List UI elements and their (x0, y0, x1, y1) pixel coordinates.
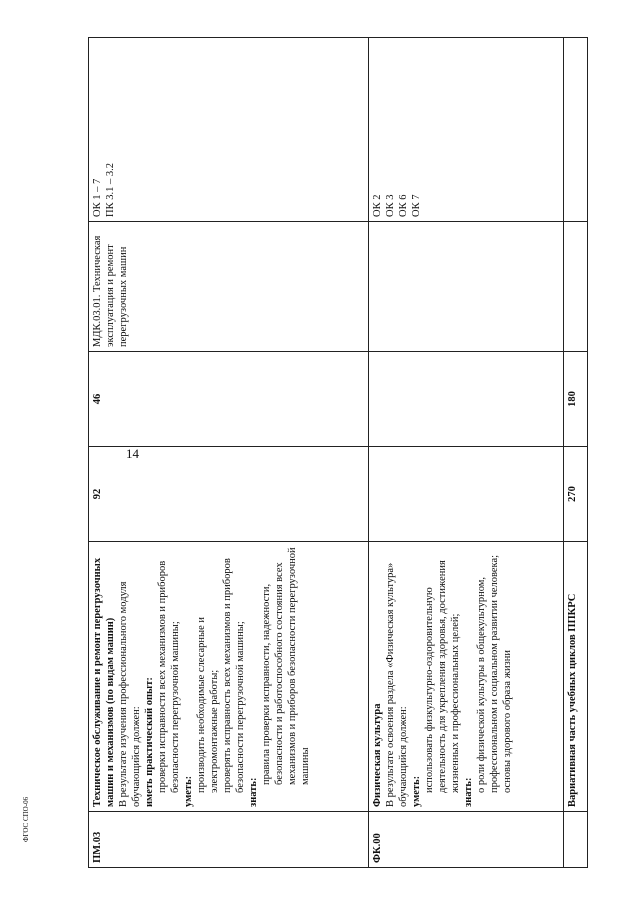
content-line: иметь практический опыт: (144, 677, 155, 807)
curriculum-table (88, 37, 588, 868)
row-content (89, 542, 369, 812)
total-hours-max: 270 (564, 447, 588, 542)
content-line: о роли физической культуры в общекультурном, профессиональном и социальном развитии человека; (476, 554, 500, 793)
competency: ОК 1 – 7 (92, 178, 103, 217)
content-line: В результате изучения профессионального модуля обучающийся должен: (118, 581, 142, 807)
table-row-pm03 (89, 38, 369, 868)
hours-max: 92 (89, 447, 369, 542)
competency: ОК 7 (411, 194, 422, 217)
content-line: уметь: (183, 775, 194, 807)
total-hours-required: 180 (564, 352, 588, 447)
hours-required (369, 352, 564, 447)
table-row-fk00 (369, 38, 564, 868)
content-line: правила проверки исправности, надежности, безопасности и работоспособного состояния всех механизмов и приборов безопасности перегрузочной машины (261, 547, 311, 785)
content-line: знать: (463, 777, 474, 807)
competency: ОК 3 (385, 194, 396, 217)
content-line: использовать физкультурно-оздоровительную деятельность для укрепления здоровья, достижения жизненных и профессиональных целей; (424, 560, 461, 793)
competency: ПК 3.1 – 3.2 (105, 163, 116, 217)
content-line: Техническое обслуживание и ремонт перегрузочных машин и механизмов (по видам машин) (92, 557, 116, 807)
row-content (369, 542, 564, 812)
content-line: В результате освоения раздела «Физическая культура» обучающийся должен: (385, 562, 409, 807)
hours-required: 46 (89, 352, 369, 447)
content-line: Физическая культура (372, 703, 383, 807)
competency: ОК 6 (398, 194, 409, 217)
row-code: ПМ.03 (89, 812, 369, 868)
table-row-total (564, 38, 588, 868)
mdk-index (369, 222, 564, 352)
competencies (369, 38, 564, 222)
total-label: Вариативная часть учебных циклов ППКРС (564, 542, 588, 812)
content-line: уметь: (411, 775, 422, 807)
content-line: проверять исправность всех механизмов и приборов безопасности перегрузочной машины; (222, 558, 246, 793)
rotated-table-wrapper (88, 38, 588, 868)
page-number: 14 (126, 446, 139, 461)
row-code: ФК.00 (369, 812, 564, 868)
content-line: знать: (248, 777, 259, 807)
content-line: основы здорового образа жизни (502, 650, 513, 793)
mdk-index: МДК.03.01. Техническая эксплуатация и ремонт перегрузочных машин (89, 222, 369, 352)
content-line: производить необходимые слесарные и электромонтажные работы; (196, 617, 220, 793)
footer-code: ФГОС СПО-06 (22, 796, 30, 842)
content-line: проверки исправности всех механизмов и приборов безопасности перегрузочной машины; (157, 560, 181, 793)
competencies (89, 38, 369, 222)
competency: ОК 2 (372, 194, 383, 217)
hours-max (369, 447, 564, 542)
